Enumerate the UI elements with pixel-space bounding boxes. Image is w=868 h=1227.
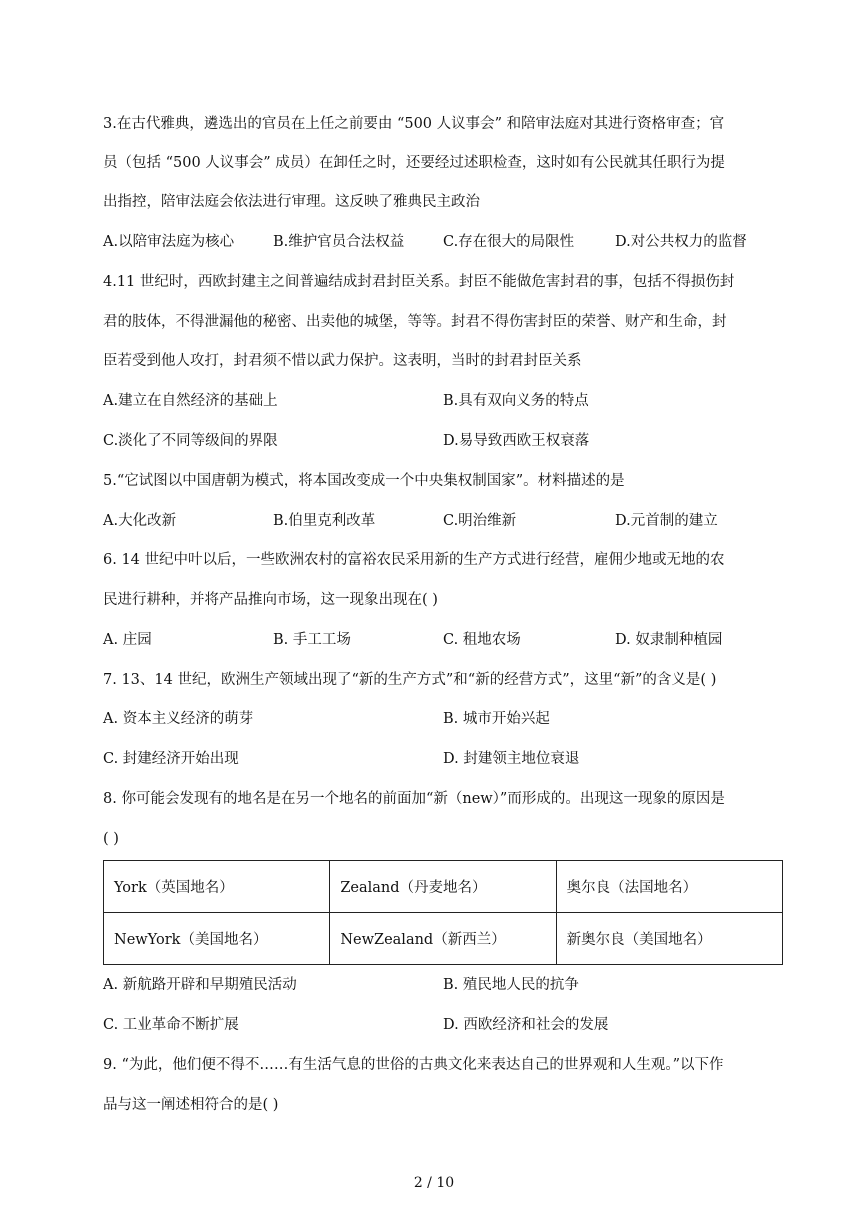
q8-stem-line-2: ( ) [103, 831, 119, 847]
q3-stem-line-3: 出指控，陪审法庭会依法进行审理。这反映了雅典民主政治 [103, 194, 480, 210]
q8-option-b: B. 殖民地人民的抗争 [443, 977, 579, 993]
q8-options-row-2 [103, 1015, 783, 1035]
q4-option-a: A.建立在自然经济的基础上 [103, 393, 278, 409]
q6-option-b: B. 手工工场 [273, 632, 351, 648]
table-cell: NewZealand（新西兰） [330, 913, 556, 965]
q7-option-b: B. 城市开始兴起 [443, 711, 550, 727]
q3-stem-line-1: 3.在古代雅典，遴选出的官员在上任之前要由 “500 人议事会” 和陪审法庭对其进行资格审查；官 [103, 116, 725, 132]
table-row [104, 861, 783, 913]
q5-options [103, 511, 783, 531]
q5-option-a: A.大化改新 [103, 513, 177, 529]
q6-stem-line-2: 民进行耕种，并将产品推向市场，这一现象出现在( ) [103, 592, 438, 608]
table-cell: 奥尔良（法国地名） [556, 861, 782, 913]
q8-option-d: D. 西欧经济和社会的发展 [443, 1017, 609, 1033]
q6-option-a: A. 庄园 [103, 632, 152, 648]
q8-options-row-1 [103, 975, 783, 995]
table-cell: York（英国地名） [104, 861, 330, 913]
q6-option-d: D. 奴隶制种植园 [615, 632, 723, 648]
q3-stem-line-2: 员（包括 “500 人议事会” 成员）在卸任之时，还要经过述职检查，这时如有公民就其任职行为提 [103, 155, 725, 171]
page-number: 2 / 10 [413, 1175, 455, 1191]
table-cell: 新奥尔良（美国地名） [556, 913, 782, 965]
q4-option-d: D.易导致西欧王权衰落 [443, 433, 590, 449]
table-cell: NewYork（美国地名） [104, 913, 330, 965]
q4-options-row-2 [103, 431, 783, 451]
q8-place-name-table [103, 860, 783, 965]
q5-option-d: D.元首制的建立 [615, 513, 718, 529]
q5-stem-line-1: 5.“它试图以中国唐朝为模式，将本国改变成一个中央集权制国家”。材料描述的是 [103, 473, 625, 489]
q3-option-a: A.以陪审法庭为核心 [103, 234, 235, 250]
q4-options-row-1 [103, 391, 783, 411]
q6-stem-line-1: 6. 14 世纪中叶以后，一些欧洲农村的富裕农民采用新的生产方式进行经营，雇佣少地或无地的农 [103, 552, 725, 568]
q8-option-c: C. 工业革命不断扩展 [103, 1017, 239, 1033]
q3-options [103, 232, 783, 252]
q3-option-d: D.对公共权力的监督 [615, 234, 747, 250]
q5-option-b: B.伯里克利改革 [273, 513, 376, 529]
q4-stem-line-2: 君的肢体，不得泄漏他的秘密、出卖他的城堡，等等。封君不得伤害封臣的荣誉、财产和生命，封 [103, 314, 727, 330]
q6-options [103, 630, 783, 650]
q4-stem-line-1: 4.11 世纪时，西欧封建主之间普遍结成封君封臣关系。封臣不能做危害封君的事，包括不得损伤封 [103, 274, 735, 290]
q5-option-c: C.明治维新 [443, 513, 517, 529]
table-row [104, 913, 783, 965]
q3-option-b: B.维护官员合法权益 [273, 234, 405, 250]
q3-option-c: C.存在很大的局限性 [443, 234, 575, 250]
q8-stem-line-1: 8. 你可能会发现有的地名是在另一个地名的前面加“新（new）”而形成的。出现这一现象的原因是 [103, 791, 725, 807]
q7-stem-line-1: 7. 13、14 世纪，欧洲生产领域出现了“新的生产方式”和“新的经营方式”，这里“新”的含义是( ) [103, 672, 717, 688]
q7-options-row-1 [103, 709, 783, 729]
q9-stem-line-1: 9. “为此，他们便不得不……有生活气息的世俗的古典文化来表达自己的世界观和人生观。”以下作 [103, 1057, 724, 1073]
q4-option-b: B.具有双向义务的特点 [443, 393, 589, 409]
q7-option-a: A. 资本主义经济的萌芽 [103, 711, 254, 727]
q4-stem-line-3: 臣若受到他人攻打，封君须不惜以武力保护。这表明，当时的封君封臣关系 [103, 353, 582, 369]
q6-option-c: C. 租地农场 [443, 632, 521, 648]
q7-option-c: C. 封建经济开始出现 [103, 751, 239, 767]
q7-option-d: D. 封建领主地位衰退 [443, 751, 580, 767]
q8-option-a: A. 新航路开辟和早期殖民活动 [103, 977, 297, 993]
q4-option-c: C.淡化了不同等级间的界限 [103, 433, 278, 449]
q7-options-row-2 [103, 749, 783, 769]
q9-stem-line-2: 品与这一阐述相符合的是( ) [103, 1097, 279, 1113]
table-cell: Zealand（丹麦地名） [330, 861, 556, 913]
